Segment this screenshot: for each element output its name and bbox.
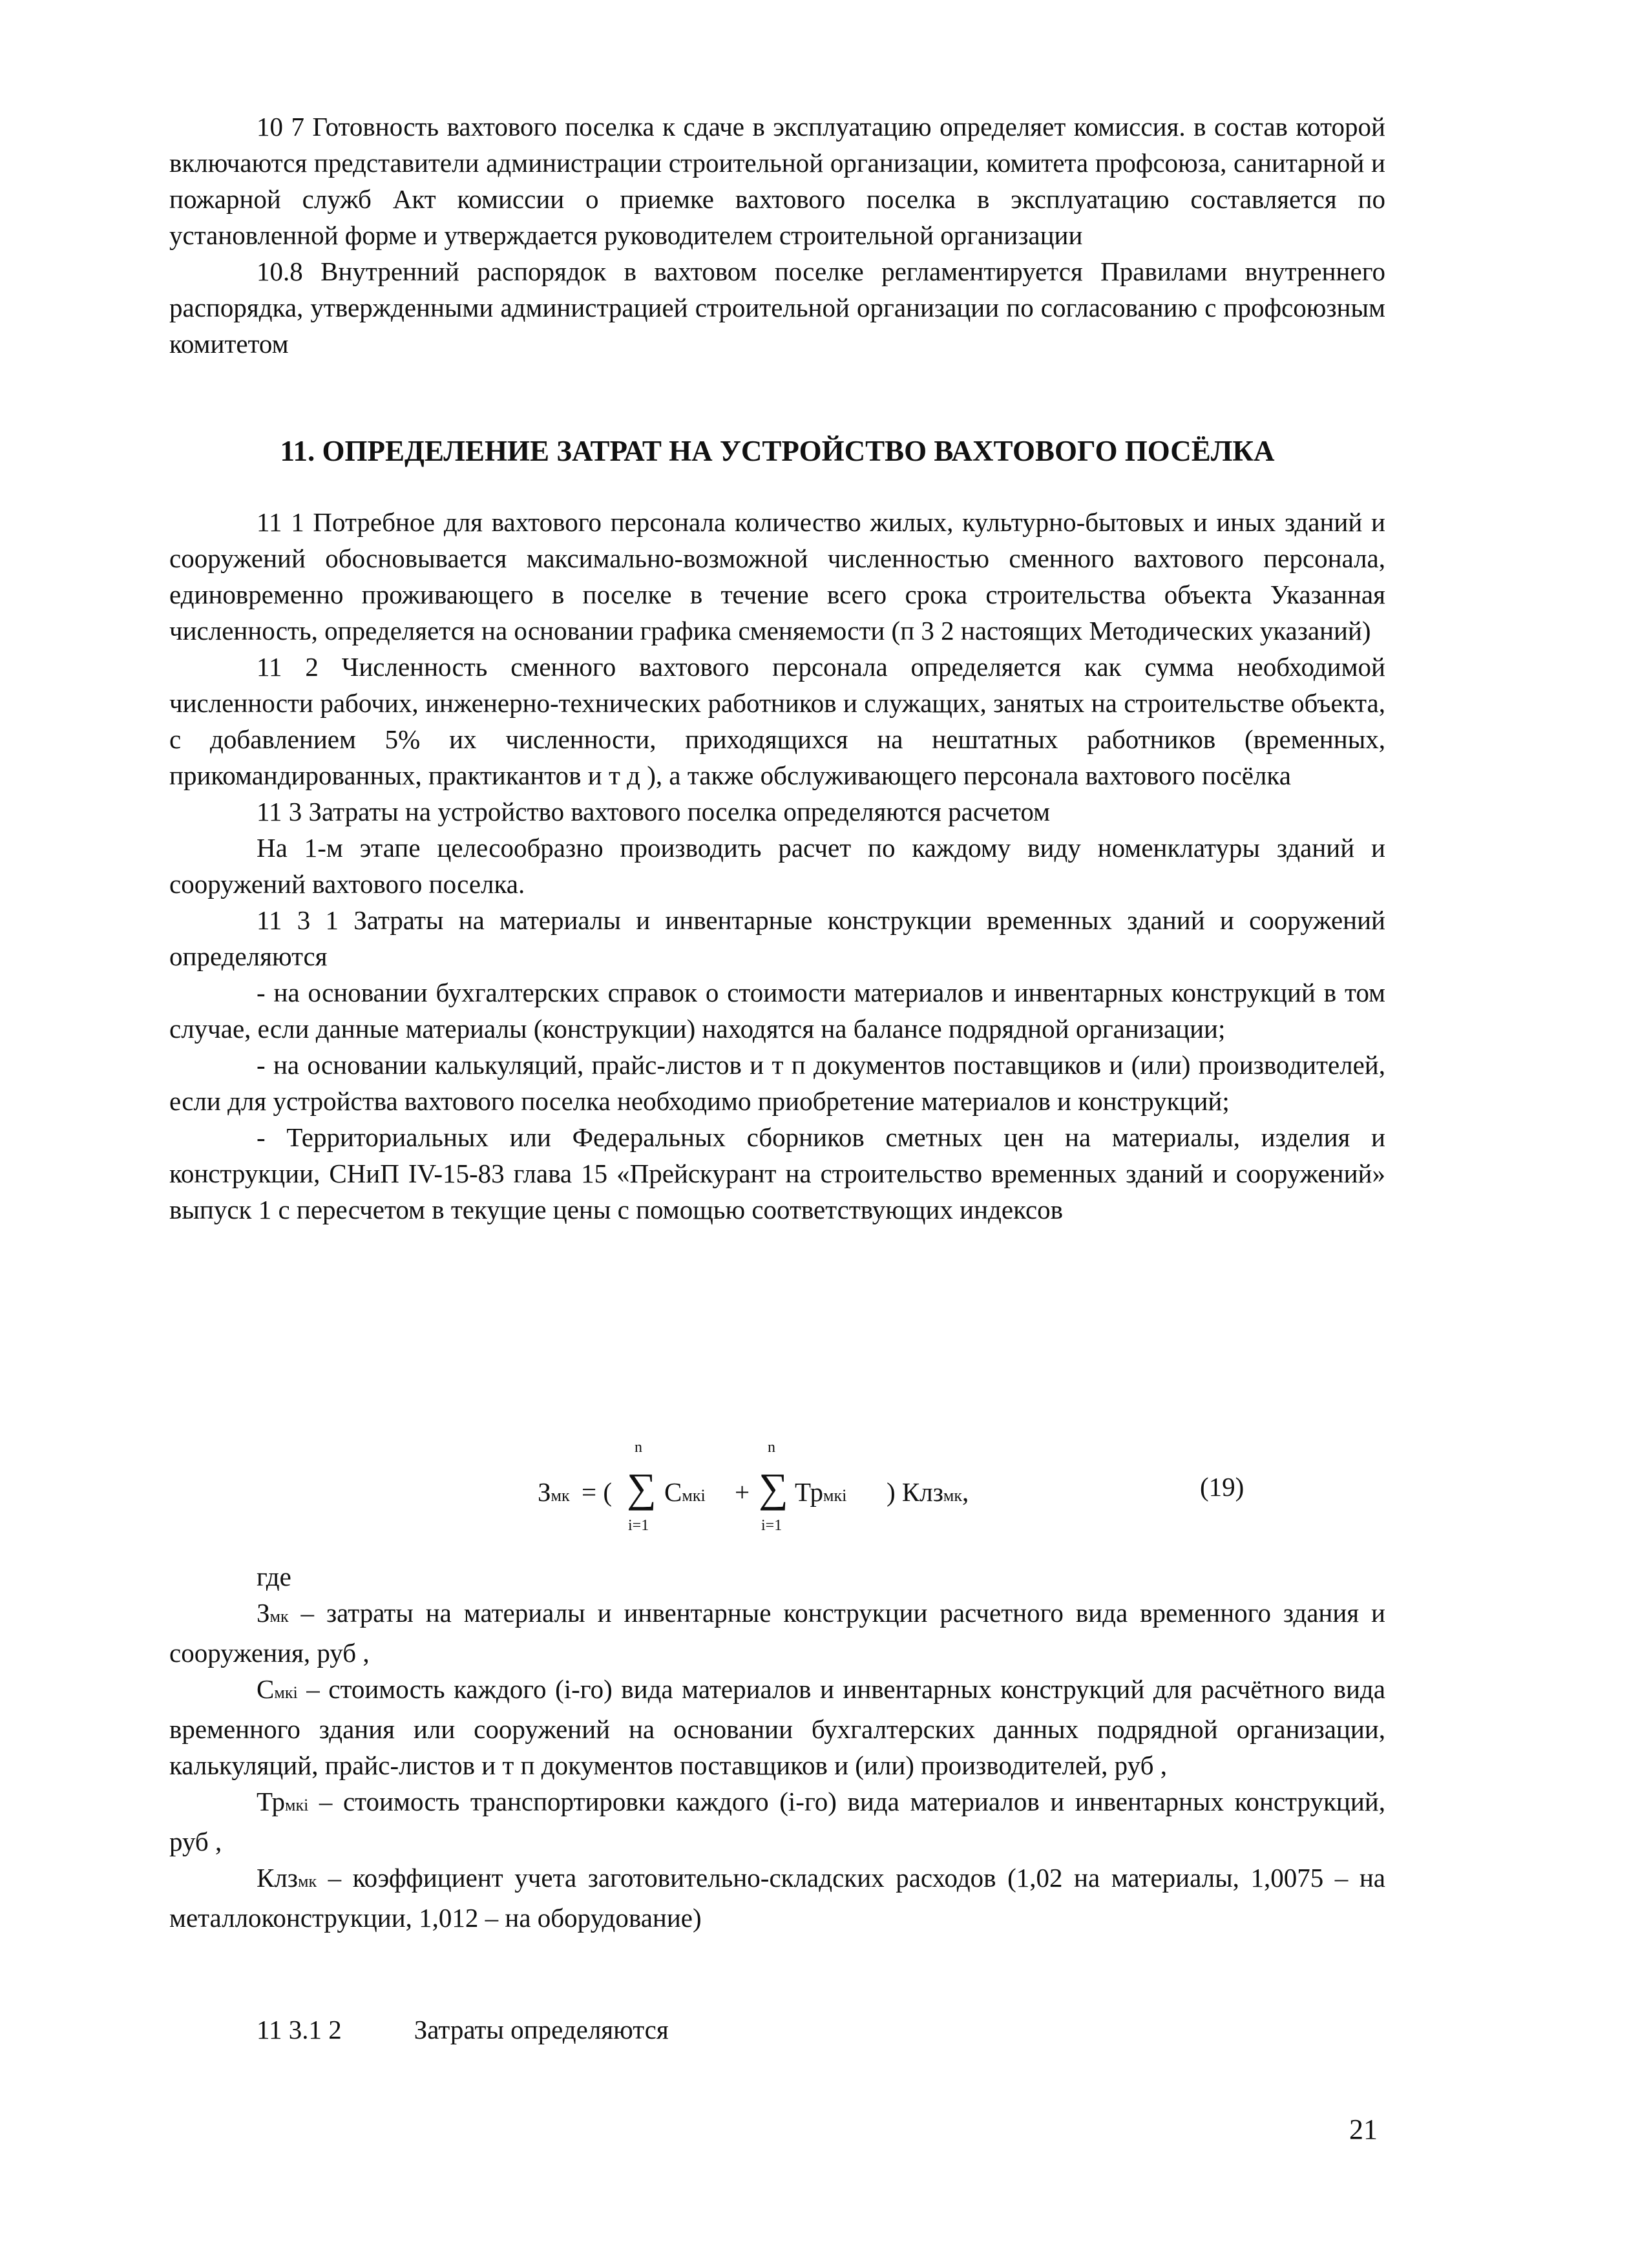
formula-equals: = ( <box>582 1477 613 1507</box>
legend-trmki: Трмкi – стоимость транспортировки каждого (i-го) вида материалов и инвентарных конструкций, руб , <box>169 1787 1385 1856</box>
paragraph-11-3: 11 3 Затраты на устройство вахтового поселка определяются расчетом <box>257 797 1051 826</box>
section-11-text <box>169 504 1385 1228</box>
formula-legend <box>169 1559 1385 1936</box>
formula-lhs: Змк <box>538 1477 570 1507</box>
sum2-upper-limit: n <box>768 1439 775 1456</box>
paragraph-11-3-1-2 <box>257 2014 669 2045</box>
section-11-heading: 11. ОПРЕДЕЛЕНИЕ ЗАТРАТ НА УСТРОЙСТВО ВАХТОВОГО ПОСЁЛКА <box>280 435 1275 467</box>
paragraph-11-3-stage: На 1-м этапе целесообразно производить расчет по каждому виду номенклатуры зданий и сооружений вахтового поселка. <box>169 833 1385 899</box>
legend-cmki: Смкi – стоимость каждого (i-го) вида материалов и инвентарных конструкций для расчётного вида временного здания или сооружений на основании бухгалтерских данных подрядной организации, калькуляций, прайс-листов и т п документов поставщиков и (или) производителей, руб , <box>169 1674 1385 1780</box>
formula-number: (19) <box>1200 1472 1245 1502</box>
section-10-text <box>169 109 1385 362</box>
formula-expression <box>538 1438 1119 1551</box>
paragraph-10-7: 10 7 Готовность вахтового поселка к сдаче в эксплуатацию определяет комиссия. в состав которой включаются представители администрации строительной организации, комитета профсоюза, санитарной и пожарной служб Акт комиссии о приемке вахтового поселка в эксплуатацию составляется по установленной форме и утверждается руководителем строительной организации <box>169 112 1385 250</box>
legend-where: где <box>257 1562 291 1591</box>
formula-coefficient: ) Клзмк, <box>887 1477 969 1507</box>
sum1-lower-limit: i=1 <box>628 1517 649 1534</box>
sum1-upper-limit: n <box>635 1439 642 1456</box>
formula-19 <box>169 1438 1385 1551</box>
legend-zmk: Змк – затраты на материалы и инвентарные конструкции расчетного вида временного здания и сооружения, руб , <box>169 1598 1385 1668</box>
item-text: Затраты определяются <box>414 2015 669 2044</box>
item-number: 11 3.1 2 <box>257 2015 342 2044</box>
paragraph-11-1: 11 1 Потребное для вахтового персонала количество жилых, культурно-бытовых и иных зданий и сооружений обосновывается максимально-возможной численностью сменного вахтового персонала, единовременно проживающего в поселке в течение всего срока строительства объекта Указанная численность, определяется на основании графика сменяемости (п 3 2 настоящих Методических указаний) <box>169 507 1385 646</box>
bullet-collections: - Территориальных или Федеральных сборников сметных цен на материалы, изделия и конструкции, СНиП IV-15-83 глава 15 «Прейскурант на строительство временных зданий и сооружений» выпуск 1 с пересчетом в текущие цены с помощью соответствующих индексов <box>169 1122 1385 1224</box>
sum2-sigma-icon: ∑ <box>759 1465 788 1511</box>
sum1-sigma-icon: ∑ <box>627 1465 656 1511</box>
sum2-lower-limit: i=1 <box>761 1517 782 1534</box>
formula-term-transport: Трмкi <box>795 1477 847 1507</box>
bullet-calculations: - на основании калькуляций, прайс-листов и т п документов поставщиков и (или) производителей, если для устройства вахтового поселка необходимо приобретение материалов и конструкций; <box>169 1050 1385 1116</box>
paragraph-11-2: 11 2 Численность сменного вахтового персонала определяется как сумма необходимой численности рабочих, инженерно-технических работников и служащих, занятых на строительстве объекта, с добавлением 5% их численности, приходящихся на нештатных работников (временных, прикомандированных, практикантов и т д ), а также обслуживающего персонала вахтового посёлка <box>169 652 1385 790</box>
bullet-accounting: - на основании бухгалтерских справок о стоимости материалов и инвентарных конструкций в том случае, если данные материалы (конструкции) находятся на балансе подрядной организации; <box>169 978 1385 1044</box>
paragraph-11-3-1: 11 3 1 Затраты на материалы и инвентарные конструкции временных зданий и сооружений определяются <box>169 905 1385 971</box>
paragraph-10-8: 10.8 Внутренний распорядок в вахтовом поселке регламентируется Правилами внутреннего распорядка, утвержденными администрацией строительной организации по согласованию с профсоюзным комитетом <box>169 257 1385 359</box>
formula-plus: + <box>735 1477 750 1507</box>
legend-klzmk: Клзмк – коэффициент учета заготовительно-складских расходов (1,02 на материалы, 1,0075 – на металлоконструкции, 1,012 – на оборудование) <box>169 1863 1385 1933</box>
page-number: 21 <box>1349 2114 1378 2145</box>
formula-term-cost: Смкi <box>664 1477 706 1507</box>
